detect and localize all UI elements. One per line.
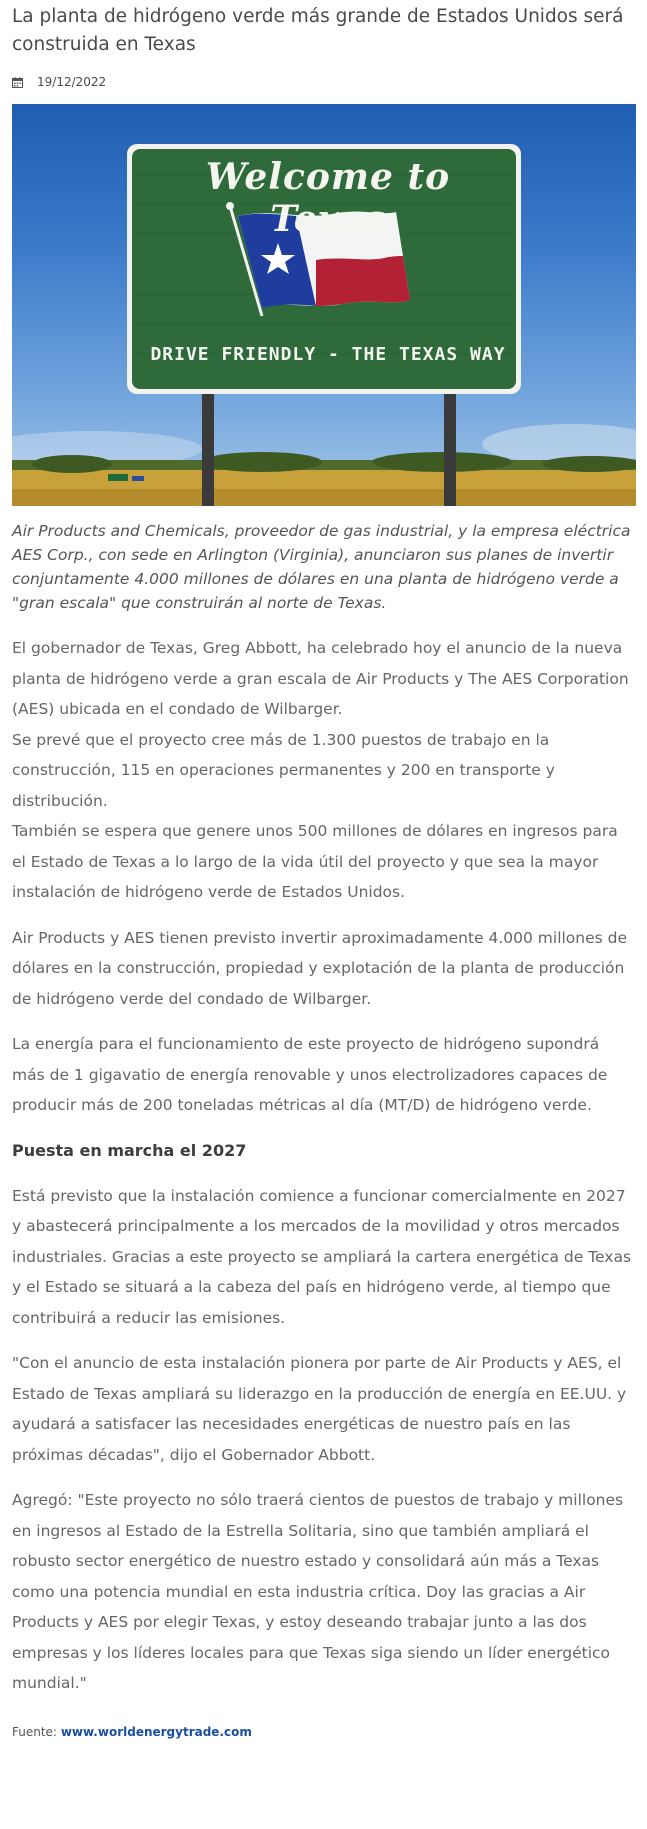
paragraph-1: El gobernador de Texas, Greg Abbott, ha celebrado hoy el anuncio de la nueva planta de hidrógeno verde a gran escala de Air Products y The AES Corporation (AES) ubicada en el condado de Wilbarger. bbox=[12, 639, 629, 718]
article-subheading: Puesta en marcha el 2027 bbox=[12, 1140, 247, 1160]
article-lead: Air Products and Chemicals, proveedor de gas industrial, y la empresa eléctrica AES Corp., con sede en Arlington (Virginia), anunciaron sus planes de invertir conjuntamente 4.000 millones de dólares en una planta de hidrógeno verde a "gran escala" que construirán al norte de Texas. bbox=[12, 522, 631, 612]
paragraph-3: También se espera que genere unos 500 millones de dólares en ingresos para el Estado de Texas a lo largo de la vida útil del proyecto y que sea la mayor instalación de hidrógeno verde de Estados Unidos. bbox=[12, 822, 618, 901]
sign-subtitle: DRIVE FRIENDLY - THE TEXAS WAY bbox=[150, 344, 506, 365]
sign-title: Welcome to Texas bbox=[205, 156, 451, 240]
source-link[interactable]: www.worldenergytrade.com bbox=[60, 1724, 252, 1739]
source-label: Fuente: bbox=[12, 1724, 57, 1739]
paragraph-5: La energía para el funcionamiento de este proyecto de hidrógeno supondrá más de 1 gigavatio de energía renovable y unos electrolizadores capaces de producir más de 200 toneladas métricas al día (MT/D) de hidrógeno verde. bbox=[12, 1035, 608, 1114]
article-date: 19/12/2022 bbox=[37, 75, 107, 89]
paragraph-4: Air Products y AES tienen previsto invertir aproximadamente 4.000 millones de dólares en la construcción, propiedad y explotación de la planta de producción de hidrógeno verde del condado de Wilbarger. bbox=[12, 928, 628, 1008]
article-image bbox=[12, 104, 636, 506]
article-date-row bbox=[12, 75, 636, 89]
article-title: La planta de hidrógeno verde más grande de Estados Unidos será construida en Texas bbox=[12, 6, 624, 55]
calendar-icon bbox=[12, 77, 23, 88]
paragraph-8: Agregó: "Este proyecto no sólo traerá cientos de puestos de trabajo y millones en ingresos al Estado de la Estrella Solitaria, sino que también ampliará el robusto sector energético de nuestro estado y consolidará aún más a Texas como una potencia mundial en esta industria crítica. Doy las gracias a Air Products y AES por elegir Texas, y estoy deseando trabajar junto a las dos empresas y los líderes locales para que Texas siga siendo un líder energético mundial." bbox=[12, 1491, 624, 1692]
paragraph-6: Está previsto que la instalación comience a funcionar comercialmente en 2027 y abastecerá principalmente a los mercados de la movilidad y otros mercados industriales. Gracias a este proyecto se ampliará la cartera energética de Texas y el Estado se situará a la cabeza del país en hidrógeno verde, al tiempo que contribuirá a reducir las emisiones. bbox=[12, 1186, 632, 1327]
article bbox=[12, 0, 636, 1739]
paragraph-7: "Con el anuncio de esta instalación pionera por parte de Air Products y AES, el Estado de Texas ampliará su liderazgo en la producción de energía en EE.UU. y ayudará a satisfacer las necesidades energéticas de nuestro país en las próximas décadas", dijo el Gobernador Abbott. bbox=[12, 1354, 627, 1464]
paragraph-2: Se prevé que el proyecto cree más de 1.300 puestos de trabajo en la construcción, 115 en operaciones permanentes y 200 en transporte y distribución. bbox=[12, 730, 555, 810]
article-source bbox=[12, 1725, 636, 1739]
